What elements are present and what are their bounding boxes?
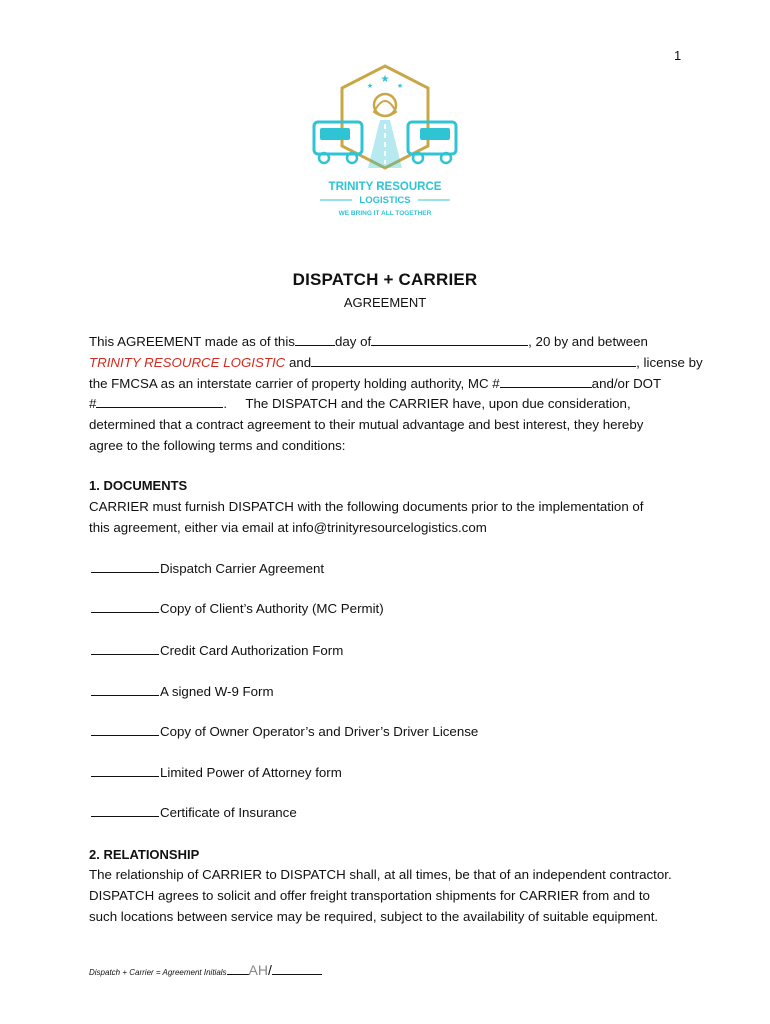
intro-text: and/or DOT bbox=[591, 375, 662, 391]
carrier-name-blank[interactable] bbox=[311, 354, 636, 367]
intro-text: and bbox=[285, 354, 312, 370]
doc-item-credit-card bbox=[91, 642, 343, 658]
relationship-body bbox=[89, 865, 681, 927]
checkoff-blank[interactable] bbox=[91, 642, 159, 655]
documents-intro bbox=[89, 497, 681, 539]
relationship-heading: 2. RELATIONSHIP bbox=[89, 847, 200, 862]
footer-label: Dispatch + Carrier = Agreement Initials bbox=[89, 968, 227, 977]
logo-sub: LOGISTICS bbox=[359, 195, 411, 206]
intro-text: the FMCSA as an interstate carrier of property holding authority, MC # bbox=[89, 375, 500, 391]
day-blank[interactable] bbox=[295, 333, 335, 346]
document-subtitle: AGREEMENT bbox=[343, 295, 427, 310]
doc-item-label: Dispatch Carrier Agreement bbox=[160, 561, 325, 576]
svg-text:★: ★ bbox=[396, 83, 404, 90]
intro-text: determined that a contract agreement to their mutual advantage and best interest, they hereby bbox=[89, 417, 644, 433]
footer-initials bbox=[89, 962, 322, 978]
initials-value: AH bbox=[248, 962, 268, 978]
doc-item-label: Credit Card Authorization Form bbox=[160, 643, 344, 658]
doc-item-insurance bbox=[91, 804, 297, 820]
intro-text: , license by bbox=[636, 354, 703, 370]
doc-item-label: A signed W-9 Form bbox=[160, 684, 274, 699]
month-blank[interactable] bbox=[371, 333, 528, 346]
checkoff-blank[interactable] bbox=[91, 804, 159, 817]
doc-item-label: Limited Power of Attorney form bbox=[160, 765, 342, 780]
logo-name: TRINITY RESOURCE bbox=[328, 181, 442, 193]
company-name: TRINITY RESOURCE LOGISTIC bbox=[89, 354, 286, 370]
checkoff-blank[interactable] bbox=[91, 560, 159, 573]
doc-item-drivers-license bbox=[91, 723, 478, 739]
checkoff-blank[interactable] bbox=[91, 600, 159, 613]
svg-text:★: ★ bbox=[366, 83, 374, 90]
doc-item-power-of-attorney bbox=[91, 764, 342, 780]
documents-text: CARRIER must furnish DISPATCH with the following documents prior to the implementation of bbox=[89, 499, 644, 514]
initials-blank-2[interactable] bbox=[272, 965, 322, 975]
relationship-text: DISPATCH agrees to solicit and offer freight transportation shipments for CARRIER from and to bbox=[89, 887, 650, 903]
relationship-text: The relationship of CARRIER to DISPATCH shall, at all times, be that of an independent contractor. bbox=[89, 867, 672, 882]
documents-heading: 1. DOCUMENTS bbox=[89, 478, 188, 493]
svg-text:★: ★ bbox=[380, 74, 390, 85]
documents-text: this agreement, either via email at info@trinityresourcelogistics.com bbox=[89, 519, 487, 535]
company-logo bbox=[300, 60, 470, 225]
doc-item-label: Copy of Client’s Authority (MC Permit) bbox=[160, 601, 384, 616]
dot-number-blank[interactable] bbox=[96, 395, 223, 408]
intro-paragraph bbox=[89, 332, 703, 457]
doc-item-dispatch-agreement bbox=[91, 560, 324, 576]
initials-blank-1[interactable] bbox=[227, 965, 249, 975]
checkoff-blank[interactable] bbox=[91, 764, 159, 777]
logo-tagline: WE BRING IT ALL TOGETHER bbox=[338, 210, 432, 217]
intro-text: , 20 by and between bbox=[528, 334, 648, 349]
mc-number-blank[interactable] bbox=[500, 375, 592, 388]
intro-text: . The DISPATCH and the CARRIER have, upon due consideration, bbox=[223, 396, 631, 412]
doc-item-authority bbox=[91, 600, 384, 616]
page-number: 1 bbox=[674, 48, 682, 63]
logo-graphic bbox=[300, 60, 470, 225]
doc-item-w9 bbox=[91, 683, 274, 699]
doc-item-label: Copy of Owner Operator’s and Driver’s Driver License bbox=[160, 724, 479, 739]
checkoff-blank[interactable] bbox=[91, 683, 159, 696]
initials-separator: / bbox=[268, 962, 272, 978]
checkoff-blank[interactable] bbox=[91, 723, 159, 736]
document-title: DISPATCH + CARRIER bbox=[292, 270, 478, 289]
doc-item-label: Certificate of Insurance bbox=[160, 805, 297, 820]
relationship-text: such locations between service may be required, subject to the availability of suitable equipment. bbox=[89, 908, 659, 924]
intro-text: day of bbox=[334, 334, 372, 349]
intro-text: This AGREEMENT made as of this bbox=[89, 334, 295, 349]
intro-text: # bbox=[89, 396, 97, 412]
intro-text: agree to the following terms and conditions: bbox=[89, 437, 346, 453]
